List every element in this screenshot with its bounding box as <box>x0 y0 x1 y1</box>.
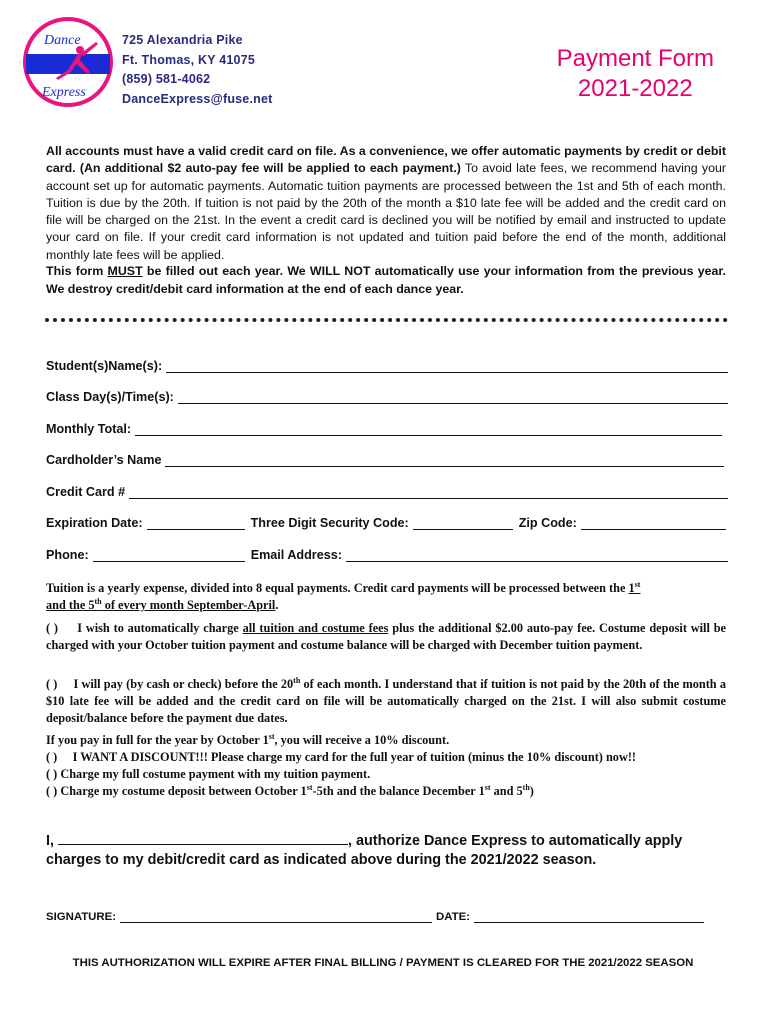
credit-card-input[interactable] <box>129 487 728 499</box>
cardholder-input[interactable] <box>165 455 724 467</box>
discount-checkbox[interactable]: ( ) <box>46 750 58 764</box>
dotted-divider <box>45 318 728 322</box>
tuition-period: . <box>275 598 279 612</box>
class-days-field <box>46 390 728 404</box>
costume-deposit-checkbox[interactable]: ( <box>46 784 54 798</box>
auth-name-input[interactable] <box>58 832 348 845</box>
tuition-and-fifth: and the 5 <box>46 598 95 612</box>
date-label: DATE: <box>436 911 470 923</box>
security-code-label: Three Digit Security Code: <box>250 516 409 530</box>
expiration-row <box>46 516 726 530</box>
date-input[interactable] <box>474 912 704 923</box>
authorization-statement <box>46 832 736 870</box>
intro-bold-lead: All accounts must have a valid credit card on file. As a convenience, we offer automatic payments by credit or debit card. (An additional $2 auto-pay fee will be applied to each payment.) <box>46 144 726 176</box>
must-word: MUST <box>107 264 143 278</box>
pay-cash-option <box>46 676 726 727</box>
tuition-th: th <box>94 596 102 606</box>
zip-label: Zip Code: <box>518 516 577 530</box>
email-input[interactable] <box>346 550 728 562</box>
discount-text: I WANT A DISCOUNT!!! Please charge my card for the full year of tuition (minus the 10% discount) now!! <box>72 750 637 764</box>
tuition-first: 1 <box>628 581 635 595</box>
costume-full-option <box>46 766 726 783</box>
tuition-note <box>46 580 726 614</box>
costume-deposit-a: ) Charge my costume deposit between October 1 <box>53 784 307 798</box>
zip-input[interactable] <box>581 518 726 530</box>
autopay-option <box>46 620 726 654</box>
costume-deposit-st2: st <box>484 782 491 792</box>
costume-full-checkbox[interactable]: ( <box>46 767 54 781</box>
monthly-total-label: Monthly Total: <box>46 422 132 436</box>
pay-cash-text-c: . I will also submit costume deposit/balance before the payment due dates. <box>46 694 726 725</box>
costume-deposit-c: and 5 <box>490 784 523 798</box>
costume-deposit-st: st <box>306 782 313 792</box>
autopay-underlined: all tuition and costume fees <box>242 621 389 635</box>
email-label: Email Address: <box>250 548 342 562</box>
tuition-st: st <box>634 579 641 589</box>
autopay-text-a: I wish to automatically charge <box>77 621 243 635</box>
monthly-total-input[interactable] <box>135 424 722 436</box>
expiration-notice: THIS AUTHORIZATION WILL EXPIRE AFTER FINAL BILLING / PAYMENT IS CLEARED FOR THE 2021/2022 SEASON <box>72 957 694 969</box>
form-title: Payment Form <box>556 45 714 72</box>
costume-deposit-d: ) <box>529 784 534 798</box>
class-days-label: Class Day(s)/Time(s): <box>46 390 174 404</box>
auth-post: , authorize Dance Express to automatically apply charges to my debit/credit card as indicated above during the 2021/2022 season. <box>46 833 683 868</box>
credit-card-field <box>46 485 728 499</box>
costume-deposit-th: th <box>522 782 530 792</box>
logo-text-express: Express <box>42 85 86 100</box>
costume-deposit-b: -5th and the balance December 1 <box>312 784 485 798</box>
phone-row <box>46 548 728 562</box>
must-notice <box>46 262 726 298</box>
monthly-total-field <box>46 422 722 436</box>
logo-text-dance: Dance <box>44 33 81 48</box>
cardholder-label: Cardholder’s Name <box>46 453 162 467</box>
full-text-b: , you will receive a 10% discount. <box>274 733 450 747</box>
address-street: 725 Alexandria Pike <box>122 33 243 47</box>
form-year: 2021-2022 <box>577 75 693 102</box>
address-phone: (859) 581-4062 <box>122 72 211 86</box>
students-field <box>46 359 728 373</box>
intro-body: To avoid late fees, we recommend having your account set up for automatic payments. Automatic tuition payments are processed between the 1st and 5th of each month. Tuition is due by the 20th. If tuition is not paid by the 20th of the month a $10 late fee will be added and the credit card on file will be charged on the 21st. In the event a credit card is declined you will be notified by email and instructed to update your card on file. If your credit card information is not updated and tuition paid before the end of the month, additional monthly late fees will be applied. <box>46 161 726 262</box>
expiration-input[interactable] <box>147 518 245 530</box>
credit-card-label: Credit Card # <box>46 485 126 499</box>
discount-option <box>46 749 726 766</box>
costume-deposit-option <box>46 783 726 800</box>
pay-cash-th: th <box>293 675 301 685</box>
students-label: Student(s)Name(s): <box>46 359 163 373</box>
address-city: Ft. Thomas, KY 41075 <box>122 52 255 67</box>
costume-full-text: ) Charge my full costume payment with my tuition payment. <box>53 767 371 781</box>
auth-pre: I, <box>46 833 58 849</box>
phone-label: Phone: <box>46 548 89 562</box>
autopay-checkbox[interactable]: ( ) <box>46 621 59 635</box>
full-payment-note <box>46 732 726 749</box>
phone-input[interactable] <box>93 550 245 562</box>
class-days-input[interactable] <box>178 392 728 404</box>
signature-row <box>46 911 726 923</box>
form-title-block <box>557 44 714 104</box>
tuition-months: of every month September-April <box>101 598 276 612</box>
full-st: st <box>268 731 275 741</box>
signature-input[interactable] <box>120 912 432 923</box>
discount-block <box>46 732 726 800</box>
tuition-text: Tuition is a yearly expense, divided into 8 equal payments. Credit card payments will be processed between the <box>46 581 629 595</box>
signature-label: SIGNATURE: <box>46 911 117 923</box>
students-input[interactable] <box>166 361 728 373</box>
cardholder-field <box>46 453 724 467</box>
security-code-input[interactable] <box>413 518 513 530</box>
autopay-text-b: plus the additional $2.00 auto-pay fee. Costume deposit will be charged with your October tuition payment and costume balance will be charged with December tuition payment. <box>46 621 727 652</box>
pay-cash-text-b: of each month. I understand that if tuition is not paid by the 20th of the month a $10 late fee will be added and the credit card on file will be automatically charged on the 21st <box>46 677 726 708</box>
pay-cash-checkbox[interactable]: ( ) <box>46 677 58 691</box>
pay-cash-text-a: I will pay (by cash or check) before the 20 <box>73 677 294 691</box>
dance-express-logo <box>20 14 116 110</box>
expiration-label: Expiration Date: <box>46 516 143 530</box>
must-pre: This form <box>46 264 108 278</box>
full-text-a: If you pay in full for the year by October 1 <box>46 733 269 747</box>
must-post: be filled out each year. We WILL NOT automatically use your information from the previous year. We destroy credit/debit card information at the end of each dance year. <box>46 264 726 296</box>
address-email: DanceExpress@fuse.net <box>122 91 273 106</box>
intro-paragraph <box>46 143 726 264</box>
address-block <box>122 31 272 109</box>
